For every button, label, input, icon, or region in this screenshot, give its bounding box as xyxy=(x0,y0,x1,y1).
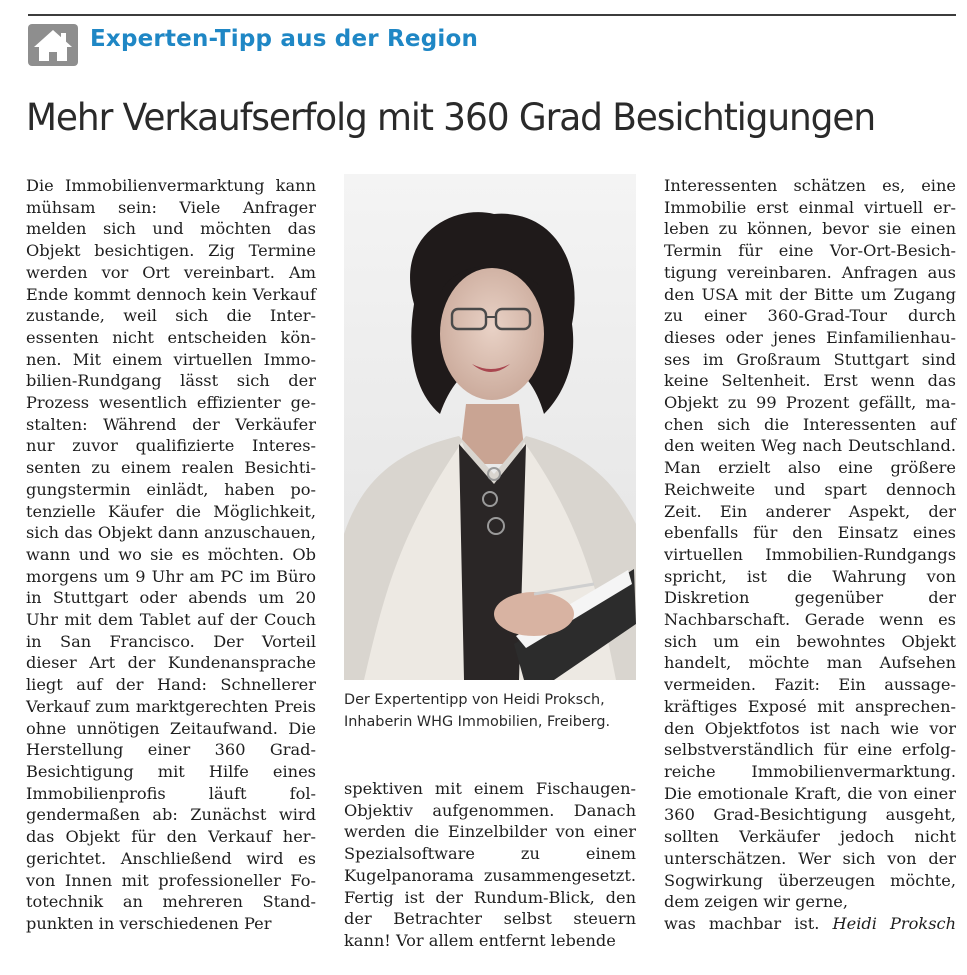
article-column-1 xyxy=(26,175,316,935)
article-column-3 xyxy=(664,175,956,935)
article-headline: Mehr Verkaufserfolg mit 360 Grad Besichtigungen xyxy=(26,96,876,139)
author-signature: Heidi Proksch xyxy=(832,913,956,933)
section-kicker: Experten-Tipp aus der Region xyxy=(90,26,479,52)
column-2-text: spektiven mit einem Fischaugen-Objektiv aufgenommen. Danach werden die Einzelbilder von einer Spezialsoftware zu einem Kugelpanorama zusammengesetzt. Fertig ist der Rundum-Blick, den der Betrachter selbst steuern kann! Vor allem entfernt lebende xyxy=(344,779,636,950)
column-3-last-words: was machbar ist. xyxy=(664,913,820,933)
portrait-photo xyxy=(344,174,636,680)
house-icon xyxy=(28,24,78,66)
column-1-text: Die Immobilienvermarktung kann mühsam sein: Viele Anfrager melden sich und möchten das Objekt besichtigen. Zig Termine werden vor Ort vereinbart. Am Ende kommt dennoch kein Verkauf zustande, weil sich die Interessenten nicht entscheiden können. Mit einem virtuellen Immobilien-Rundgang lässt sich der Prozess wesentlich effizienter gestalten: Während der Verkäufer nur zuvor qualifizierte Interessenten zu einem realen Besichtigungstermin einlädt, haben potenzielle Käufer die Möglichkeit, sich das Objekt dann anzuschauen, wann und wo sie es möchten. Ob morgens um 9 Uhr am PC im Büro in Stuttgart oder abends um 20 Uhr mit dem Tablet auf der Couch in San Francisco. Der Vorteil dieser Art der Kundenansprache liegt auf der Hand: Schnellerer Verkauf zum marktgerechten Preis ohne unnötigen Zeitaufwand. Die Herstellung einer 360 Grad-Besichtigung mit Hilfe eines Immobilienprofis läuft folgendermaßen ab: Zunächst wird das Objekt für den Verkauf hergerichtet. Anschließend wird es von Innen mit professioneller Fototechnik an mehreren Standpunkten in verschiedenen Per xyxy=(26,176,316,933)
top-rule xyxy=(28,14,956,16)
article-column-2 xyxy=(344,778,636,952)
photo-caption: Der Expertentipp von Heidi Proksch, Inhaberin WHG Immobilien, Freiberg. xyxy=(344,692,611,730)
column-3-text: Interessenten schätzen es, eine Immobilie erst einmal virtuell erleben zu können, bevor sie einen Termin für eine Vor-Ort-Besichtigung vereinbaren. Anfragen aus den USA mit der Bitte um Zugang zu einer 360-Grad-Tour durch dieses oder jenes Einfamilienhauses im Großraum Stuttgart sind keine Seltenheit. Erst wenn das Objekt zu 99 Prozent gefällt, machen sich die Interessenten auf den weiten Weg nach Deutschland. Man erzielt also eine größere Reichweite und spart dennoch Zeit. Ein anderer Aspekt, der ebenfalls für den Einsatz eines virtuellen Immobilien-Rundgangs spricht, ist die Wahrung von Diskretion gegenüber der Nachbarschaft. Gerade wenn es sich um ein bewohntes Objekt handelt, möchte man Aufsehen vermeiden. Fazit: Ein aussagekräftiges Exposé mit ansprechenden Objektfotos ist nach wie vor selbstverständlich für eine erfolgreiche Immobilienvermarktung. Die emotionale Kraft, die von einer 360 Grad-Besichtigung ausgeht, sollten Verkäufer jedoch nicht unterschätzen. Wer sich von der Sogwirkung überzeugen möchte, dem zeigen wir gerne, xyxy=(664,176,956,912)
article-ending xyxy=(664,913,956,935)
portrait-illustration xyxy=(344,174,636,680)
